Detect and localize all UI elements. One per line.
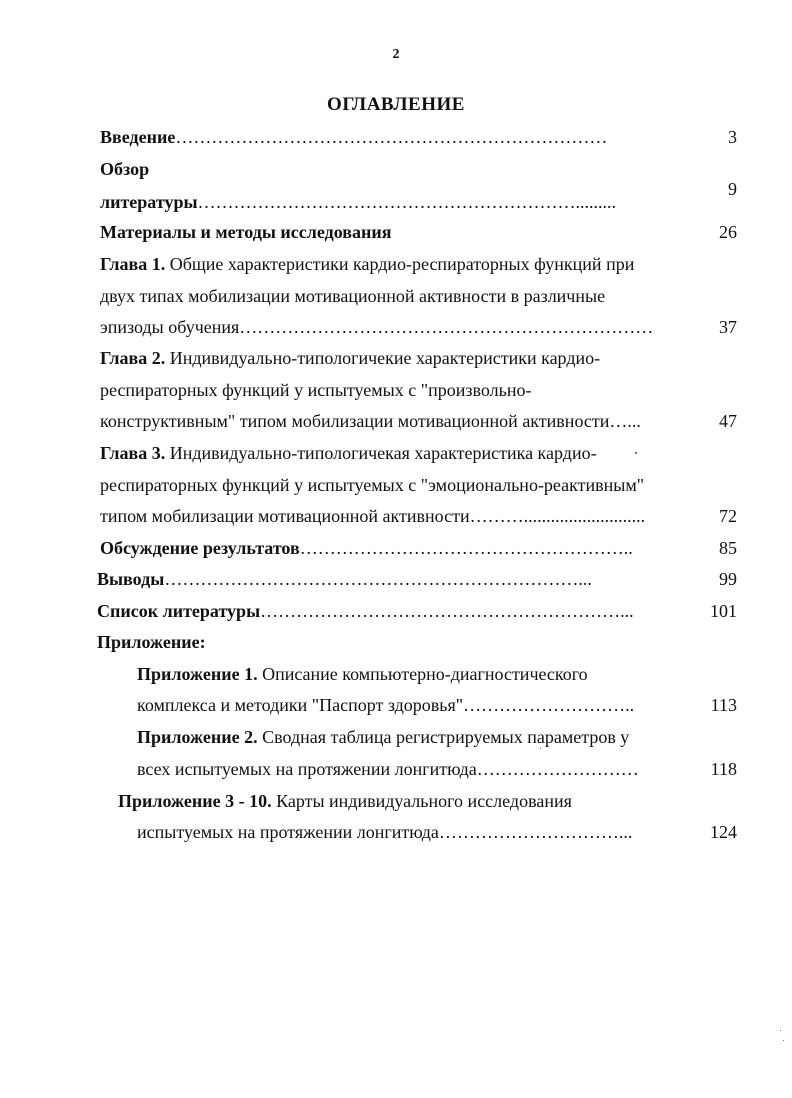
chapter-title-line2: респираторных функций у испытуемых с "произвольно- [100, 380, 532, 400]
toc-entry-label: литературы [100, 192, 198, 212]
toc-entry-discussion [100, 537, 633, 559]
chapter-title-text: эпизоды обучения [100, 317, 240, 337]
dot-leader: ……………………………………………………... [260, 601, 634, 621]
toc-page-number: 99 [719, 569, 737, 589]
scan-speck [635, 452, 637, 454]
toc-entry-intro [100, 126, 607, 148]
dot-leader: ……………………………………………………………... [164, 569, 592, 589]
chapter-title-line3 [100, 505, 645, 527]
toc-page-number: 101 [710, 601, 737, 621]
toc-page-number: 9 [728, 179, 737, 199]
appendix-title-line2 [137, 758, 639, 780]
toc-entry-label: Список литературы [97, 601, 261, 621]
toc-page-number: 118 [710, 759, 737, 779]
toc-entry-appendix2 [137, 726, 629, 748]
appendix-title-text: испытуемых на протяжении лонгитюда [137, 822, 439, 842]
appendix-prefix: Приложение 1. [137, 664, 258, 684]
appendix-prefix: Приложение 2. [137, 727, 258, 747]
dot-leader: ……………………………………………….. [299, 538, 633, 558]
page-number: 2 [392, 47, 400, 62]
chapter-prefix: Глава 2. [100, 348, 166, 368]
dot-leader: ………........................... [469, 506, 646, 526]
chapter-title-line1: Индивидуально-типологичекие характеристики кардио- [165, 348, 601, 368]
toc-entry-appendix1 [137, 663, 588, 685]
dot-leader: ……………………….. [463, 695, 635, 715]
appendix-title-line1: Описание компьютерно-диагностического [257, 664, 588, 684]
dot-leader: ……………………… [476, 759, 639, 779]
toc-page-number: 3 [728, 127, 737, 147]
toc-page-number: 26 [719, 222, 737, 242]
toc-entry-methods: Материалы и методы исследования [100, 222, 392, 242]
chapter-title-line2: двух типах мобилизации мотивационной активности в различные [100, 286, 606, 306]
chapter-title-line3: конструктивным" типом мобилизации мотивационной активности…... [100, 411, 641, 431]
chapter-title-line1: Индивидуально-типологичекая характеристика кардио- [165, 443, 597, 463]
toc-entry-label: Введение [100, 127, 176, 147]
toc-page-number: 37 [719, 317, 737, 337]
toc-page-number: 72 [719, 506, 737, 526]
chapter-prefix: Глава 3. [100, 443, 166, 463]
toc-entry-chapter3 [100, 442, 597, 464]
dot-leader: …………………………... [438, 822, 633, 842]
toc-entry-appendix3-10 [118, 790, 572, 812]
toc-entry-chapter1 [100, 253, 634, 275]
toc-entry-label: Выводы [97, 569, 165, 589]
appendix-title-line2 [137, 694, 634, 716]
toc-entry-review [100, 191, 616, 213]
toc-entry-references [97, 600, 634, 622]
appendix-title-text: всех испытуемых на протяжении лонгитюда [137, 759, 477, 779]
appendix-title-line2 [137, 821, 632, 843]
dot-leader: ……………………………………………………………… [175, 127, 608, 147]
dot-leader: …………………………………………………………… [239, 317, 654, 337]
appendix-prefix: Приложение 3 - 10. [118, 791, 272, 811]
page-title: ОГЛАВЛЕНИЕ [327, 94, 465, 115]
chapter-title-text: типом мобилизации мотивационной активности [100, 506, 470, 526]
chapter-title-line2: респираторных функций у испытуемых с "эмоционально-реактивным" [100, 475, 645, 495]
toc-entry-conclusions [97, 568, 592, 590]
scan-speck [783, 1040, 784, 1041]
scan-speck [780, 1030, 781, 1031]
toc-page-number: 113 [710, 695, 737, 715]
chapter-title-line1: Общие характеристики кардио-респираторных функций при [165, 254, 635, 274]
appendix-title-line1: Карты индивидуального исследования [271, 791, 572, 811]
toc-entry-chapter2 [100, 347, 600, 369]
appendix-title-line1: Сводная таблица регистрируемых параметров у [257, 727, 630, 747]
chapter-prefix: Глава 1. [100, 254, 166, 274]
toc-page-number: 124 [710, 822, 737, 842]
chapter-title-line3 [100, 316, 653, 338]
toc-appendix-header: Приложение: [97, 632, 206, 652]
appendix-title-text: комплекса и методики "Паспорт здоровья" [137, 695, 464, 715]
toc-entry-review-line1: Обзор [100, 159, 150, 179]
dot-leader: ………………………………………………………......... [197, 192, 617, 212]
toc-entry-label: Обсуждение результатов [100, 538, 300, 558]
toc-page-number: 85 [719, 538, 737, 558]
toc-page-number: 47 [719, 411, 737, 431]
scan-speck [540, 748, 541, 749]
